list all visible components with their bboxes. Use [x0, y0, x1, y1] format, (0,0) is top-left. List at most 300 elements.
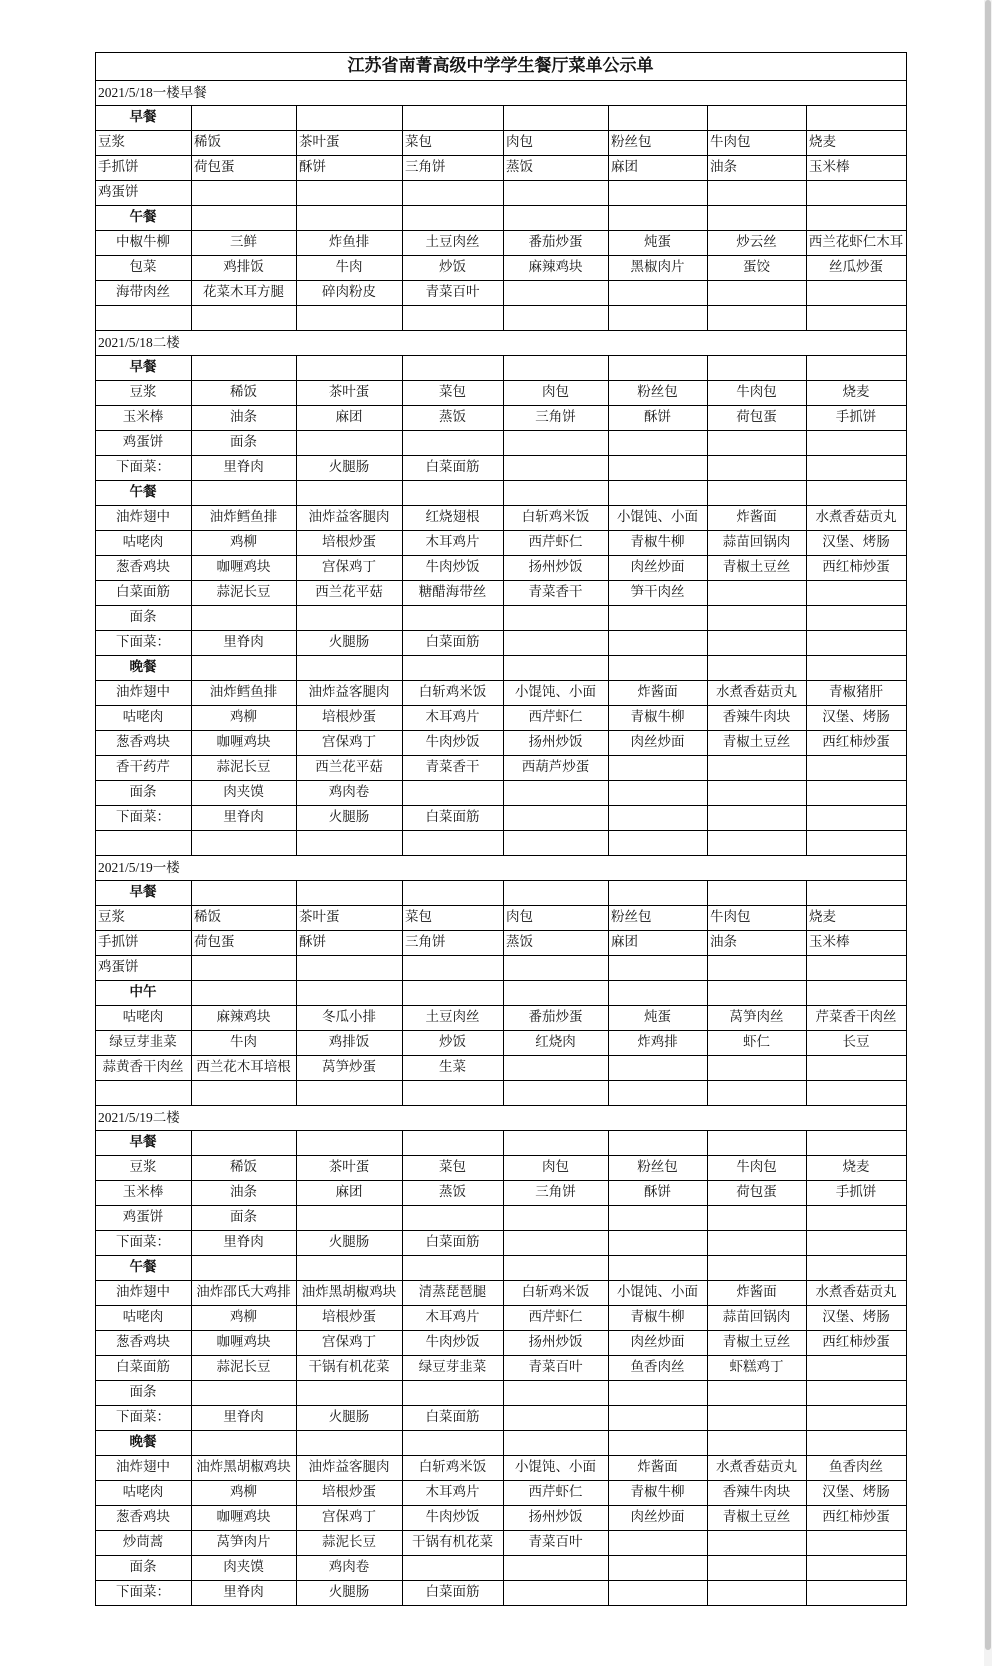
- menu-item: 培根炒蛋: [322, 534, 376, 550]
- menu-item: 白菜面筋: [425, 459, 480, 475]
- column-rule: [608, 830, 609, 856]
- row-rule: [95, 1580, 907, 1581]
- meal-label: 早餐: [129, 884, 157, 900]
- column-rule: [296, 255, 297, 281]
- column-rule: [503, 1230, 504, 1256]
- menu-item: 玉米棒: [122, 409, 164, 425]
- column-rule: [191, 680, 192, 706]
- section-header: 2021/5/18二楼: [98, 335, 180, 350]
- column-rule: [191, 1330, 192, 1356]
- column-rule: [707, 1405, 708, 1431]
- column-rule: [608, 655, 609, 681]
- menu-item: 三角饼: [405, 159, 446, 175]
- column-rule: [191, 130, 192, 156]
- column-rule: [191, 1505, 192, 1531]
- column-rule: [191, 830, 192, 856]
- column-rule: [503, 1205, 504, 1231]
- menu-item: 豆浆: [129, 384, 157, 400]
- menu-item: 炸鱼排: [328, 234, 370, 250]
- column-rule: [707, 1580, 708, 1606]
- menu-item: 炒茼蒿: [122, 1534, 164, 1550]
- menu-item: 扬州炒饭: [528, 734, 583, 750]
- row-rule: [95, 155, 907, 156]
- row-rule: [95, 955, 907, 956]
- column-rule: [191, 555, 192, 581]
- row-rule: [95, 680, 907, 681]
- column-rule: [806, 605, 807, 631]
- column-rule: [707, 655, 708, 681]
- menu-item: 菜包: [439, 384, 466, 400]
- column-rule: [707, 530, 708, 556]
- column-rule: [806, 1430, 807, 1456]
- menu-item: 番茄炒蛋: [528, 1009, 583, 1025]
- column-rule: [806, 1355, 807, 1381]
- column-rule: [191, 1430, 192, 1456]
- column-rule: [402, 130, 403, 156]
- column-rule: [402, 630, 403, 656]
- menu-item: 油炸翅中: [116, 1459, 170, 1475]
- menu-item: 白斩鸡米饭: [521, 509, 590, 525]
- column-rule: [608, 1555, 609, 1581]
- row-rule: [95, 1005, 907, 1006]
- column-rule: [707, 1330, 708, 1356]
- column-rule: [503, 1180, 504, 1206]
- menu-item: 青椒土豆丝: [722, 734, 791, 750]
- column-rule: [296, 530, 297, 556]
- menu-item: 烧麦: [809, 134, 836, 150]
- column-rule: [608, 755, 609, 781]
- column-rule: [503, 930, 504, 956]
- menu-item: 鸡排饭: [223, 259, 264, 275]
- column-rule: [503, 205, 504, 231]
- row-rule: [95, 980, 907, 981]
- column-rule: [503, 580, 504, 606]
- column-rule: [402, 430, 403, 456]
- column-rule: [191, 1130, 192, 1156]
- menu-item: 蒜泥长豆: [216, 584, 271, 600]
- column-rule: [191, 1555, 192, 1581]
- column-rule: [608, 1130, 609, 1156]
- column-rule: [402, 1455, 403, 1481]
- column-rule: [296, 405, 297, 431]
- menu-item: 炸鸡排: [637, 1034, 678, 1050]
- column-rule: [608, 880, 609, 906]
- column-rule: [503, 1405, 504, 1431]
- column-rule: [402, 1555, 403, 1581]
- scrollbar-thumb[interactable]: [985, 0, 991, 1650]
- column-rule: [402, 1405, 403, 1431]
- menu-item: 火腿肠: [328, 459, 370, 475]
- menu-item: 西葫芦炒蛋: [521, 759, 590, 775]
- column-rule: [608, 1055, 609, 1081]
- menu-item: 麻团: [611, 159, 638, 175]
- column-rule: [296, 1555, 297, 1581]
- column-rule: [707, 1055, 708, 1081]
- column-rule: [608, 1305, 609, 1331]
- column-rule: [191, 1155, 192, 1181]
- column-rule: [402, 1480, 403, 1506]
- menu-item: 宫保鸡丁: [322, 1334, 376, 1350]
- column-rule: [707, 755, 708, 781]
- column-rule: [806, 1305, 807, 1331]
- menu-item: 里脊肉: [223, 634, 264, 650]
- row-rule: [95, 455, 907, 456]
- column-rule: [503, 1280, 504, 1306]
- column-rule: [707, 155, 708, 181]
- row-label: 下面菜：: [116, 634, 170, 650]
- column-rule: [806, 155, 807, 181]
- column-rule: [191, 380, 192, 406]
- column-rule: [296, 305, 297, 331]
- column-rule: [707, 1380, 708, 1406]
- row-rule: [95, 1105, 907, 1106]
- menu-item: 里脊肉: [223, 459, 264, 475]
- column-rule: [806, 655, 807, 681]
- menu-item: 炸酱面: [637, 1459, 678, 1475]
- column-rule: [707, 505, 708, 531]
- column-rule: [707, 680, 708, 706]
- column-rule: [608, 1205, 609, 1231]
- column-rule: [191, 280, 192, 306]
- menu-item: 炸酱面: [736, 509, 777, 525]
- column-rule: [806, 505, 807, 531]
- menu-item: 豆浆: [98, 134, 125, 150]
- menu-item: 青椒土豆丝: [722, 1509, 791, 1525]
- column-rule: [707, 780, 708, 806]
- menu-item: 酥饼: [299, 934, 326, 950]
- column-rule: [296, 580, 297, 606]
- menu-item: 青椒土豆丝: [722, 1334, 791, 1350]
- menu-item: 粉丝包: [637, 384, 678, 400]
- column-rule: [806, 705, 807, 731]
- row-rule: [95, 1230, 907, 1231]
- column-rule: [503, 1505, 504, 1531]
- menu-item: 炒饭: [439, 259, 466, 275]
- column-rule: [402, 955, 403, 981]
- menu-item: 手抓饼: [98, 934, 139, 950]
- column-rule: [503, 555, 504, 581]
- menu-item: 鸡蛋饼: [122, 1209, 164, 1225]
- column-rule: [806, 580, 807, 606]
- menu-item: 牛肉炒饭: [425, 734, 480, 750]
- column-rule: [707, 555, 708, 581]
- menu-item: 西兰花虾仁木耳: [808, 234, 904, 250]
- row-rule: [95, 580, 907, 581]
- column-rule: [608, 1405, 609, 1431]
- menu-item: 咕咾肉: [122, 1009, 164, 1025]
- menu-item: 荷包蛋: [194, 934, 235, 950]
- menu-item: 面条: [230, 1209, 257, 1225]
- column-rule: [296, 880, 297, 906]
- column-rule: [296, 480, 297, 506]
- menu-item: 麻团: [335, 1184, 363, 1200]
- menu-item: 青椒猪肝: [829, 684, 883, 700]
- column-rule: [503, 905, 504, 931]
- column-rule: [707, 1455, 708, 1481]
- row-rule: [95, 755, 907, 756]
- column-rule: [707, 1005, 708, 1031]
- menu-item: 粉丝包: [637, 1159, 678, 1175]
- row-rule: [95, 1380, 907, 1381]
- menu-item: 青菜百叶: [528, 1359, 583, 1375]
- column-rule: [503, 305, 504, 331]
- column-rule: [296, 830, 297, 856]
- column-rule: [707, 730, 708, 756]
- row-rule: [95, 605, 907, 606]
- column-rule: [503, 1255, 504, 1281]
- column-rule: [402, 1205, 403, 1231]
- column-rule: [402, 680, 403, 706]
- column-rule: [806, 1005, 807, 1031]
- menu-item: 汉堡、烤肠: [822, 534, 890, 550]
- menu-item: 西红柿炒蛋: [822, 559, 890, 575]
- menu-item: 汉堡、烤肠: [822, 1309, 890, 1325]
- column-rule: [503, 755, 504, 781]
- menu-item: 牛肉包: [736, 384, 777, 400]
- column-rule: [707, 1255, 708, 1281]
- column-rule: [402, 255, 403, 281]
- menu-item: 宫保鸡丁: [322, 559, 376, 575]
- column-rule: [608, 1455, 609, 1481]
- column-rule: [707, 305, 708, 331]
- scrollbar[interactable]: [984, 0, 992, 1666]
- menu-item: 肉夹馍: [223, 784, 264, 800]
- column-rule: [503, 1080, 504, 1106]
- column-rule: [402, 455, 403, 481]
- menu-item: 咕咾肉: [122, 1484, 164, 1500]
- menu-item: 水煮香菇贡丸: [716, 1459, 797, 1475]
- menu-item: 西芹虾仁: [528, 1484, 583, 1500]
- column-rule: [806, 480, 807, 506]
- menu-item: 油炸鳕鱼排: [209, 509, 278, 525]
- menu-item: 油炸益客腿肉: [308, 684, 390, 700]
- menu-item: 油条: [710, 934, 737, 950]
- menu-item: 麻辣鸡块: [216, 1009, 271, 1025]
- column-rule: [191, 355, 192, 381]
- menu-item: 麻辣鸡块: [528, 259, 583, 275]
- column-rule: [608, 1380, 609, 1406]
- row-rule: [95, 1255, 907, 1256]
- column-rule: [707, 1030, 708, 1056]
- column-rule: [503, 1330, 504, 1356]
- menu-item: 荷包蛋: [736, 1184, 777, 1200]
- table-border: [906, 52, 907, 1606]
- menu-item: 肉包: [506, 134, 533, 150]
- menu-item: 菜包: [405, 909, 432, 925]
- row-label: 下面菜：: [116, 459, 170, 475]
- meal-label: 晚餐: [129, 659, 157, 675]
- column-rule: [191, 980, 192, 1006]
- column-rule: [608, 630, 609, 656]
- menu-item: 粉丝包: [611, 909, 652, 925]
- column-rule: [296, 930, 297, 956]
- menu-item: 牛肉: [335, 259, 363, 275]
- section-header: 2021/5/19二楼: [98, 1110, 180, 1125]
- menu-item: 里脊肉: [223, 1234, 264, 1250]
- column-rule: [402, 380, 403, 406]
- column-rule: [806, 130, 807, 156]
- column-rule: [608, 730, 609, 756]
- column-rule: [402, 355, 403, 381]
- menu-item: 木耳鸡片: [425, 1484, 480, 1500]
- row-rule: [95, 505, 907, 506]
- column-rule: [296, 955, 297, 981]
- menu-item: 水煮香菇贡丸: [815, 509, 897, 525]
- column-rule: [503, 1555, 504, 1581]
- menu-item: 鸡蛋饼: [122, 434, 164, 450]
- column-rule: [402, 1305, 403, 1331]
- menu-item: 肉包: [506, 909, 533, 925]
- menu-item: 花菜木耳方腿: [203, 284, 284, 300]
- column-rule: [191, 1355, 192, 1381]
- column-rule: [608, 230, 609, 256]
- column-rule: [806, 355, 807, 381]
- row-rule: [95, 105, 907, 106]
- column-rule: [503, 480, 504, 506]
- column-rule: [806, 380, 807, 406]
- column-rule: [608, 180, 609, 206]
- column-rule: [503, 730, 504, 756]
- column-rule: [191, 955, 192, 981]
- column-rule: [296, 155, 297, 181]
- column-rule: [402, 780, 403, 806]
- column-rule: [191, 805, 192, 831]
- column-rule: [503, 405, 504, 431]
- column-rule: [296, 555, 297, 581]
- row-label: 下面菜：: [116, 809, 170, 825]
- column-rule: [191, 480, 192, 506]
- column-rule: [608, 1005, 609, 1031]
- menu-item: 豆浆: [129, 1159, 157, 1175]
- column-rule: [191, 430, 192, 456]
- column-rule: [608, 1155, 609, 1181]
- menu-item: 烧麦: [809, 909, 836, 925]
- column-rule: [806, 280, 807, 306]
- row-rule: [95, 380, 907, 381]
- column-rule: [707, 1155, 708, 1181]
- menu-item: 西兰花木耳培根: [196, 1059, 291, 1075]
- column-rule: [402, 905, 403, 931]
- menu-item: 蒜苗回锅肉: [722, 534, 791, 550]
- menu-item: 培根炒蛋: [322, 1484, 376, 1500]
- column-rule: [806, 1580, 807, 1606]
- menu-item: 玉米棒: [122, 1184, 164, 1200]
- column-rule: [608, 555, 609, 581]
- menu-item: 手抓饼: [835, 1184, 877, 1200]
- menu-item: 莴笋肉丝: [729, 1009, 784, 1025]
- row-label: 下面菜：: [116, 1234, 170, 1250]
- menu-item: 白菜面筋: [425, 1584, 480, 1600]
- menu-item: 蒜泥长豆: [216, 759, 271, 775]
- row-rule: [95, 730, 907, 731]
- row-rule: [95, 1080, 907, 1081]
- column-rule: [608, 780, 609, 806]
- meal-label: 早餐: [129, 1134, 157, 1150]
- row-rule: [95, 255, 907, 256]
- column-rule: [402, 530, 403, 556]
- menu-item: 玉米棒: [809, 159, 850, 175]
- menu-item: 青菜百叶: [425, 284, 480, 300]
- column-rule: [191, 1205, 192, 1231]
- column-rule: [191, 605, 192, 631]
- column-rule: [806, 805, 807, 831]
- menu-item: 香辣牛肉块: [722, 709, 791, 725]
- column-rule: [707, 1555, 708, 1581]
- column-rule: [806, 255, 807, 281]
- menu-item: 土豆肉丝: [425, 234, 480, 250]
- column-rule: [806, 1155, 807, 1181]
- column-rule: [806, 730, 807, 756]
- menu-item: 麻团: [611, 934, 638, 950]
- column-rule: [608, 955, 609, 981]
- menu-item: 肉夹馍: [223, 1559, 264, 1575]
- menu-item: 牛肉包: [710, 909, 751, 925]
- column-rule: [806, 230, 807, 256]
- meal-label: 午餐: [129, 484, 157, 500]
- row-rule: [95, 1330, 907, 1331]
- menu-item: 西红柿炒蛋: [822, 1334, 890, 1350]
- meal-label: 晚餐: [129, 1434, 157, 1450]
- row-rule: [95, 305, 907, 306]
- row-rule: [95, 830, 907, 831]
- column-rule: [402, 480, 403, 506]
- column-rule: [296, 805, 297, 831]
- column-rule: [191, 705, 192, 731]
- column-rule: [191, 1055, 192, 1081]
- column-rule: [402, 880, 403, 906]
- menu-item: 生菜: [439, 1059, 466, 1075]
- column-rule: [503, 280, 504, 306]
- column-rule: [296, 1505, 297, 1531]
- column-rule: [608, 355, 609, 381]
- menu-item: 油条: [710, 159, 737, 175]
- column-rule: [191, 1580, 192, 1606]
- menu-item: 油条: [230, 409, 257, 425]
- menu-item: 三角饼: [535, 1184, 576, 1200]
- menu-item: 三角饼: [405, 934, 446, 950]
- menu-item: 咖喱鸡块: [216, 734, 271, 750]
- menu-item: 咖喱鸡块: [216, 559, 271, 575]
- column-rule: [806, 1080, 807, 1106]
- column-rule: [806, 955, 807, 981]
- column-rule: [806, 1455, 807, 1481]
- column-rule: [503, 780, 504, 806]
- menu-item: 西芹虾仁: [528, 709, 583, 725]
- row-rule: [95, 1155, 907, 1156]
- row-rule: [95, 230, 907, 231]
- menu-item: 蒜黄香干肉丝: [102, 1059, 184, 1075]
- row-rule: [95, 930, 907, 931]
- column-rule: [608, 155, 609, 181]
- menu-item: 红烧肉: [535, 1034, 576, 1050]
- menu-item: 荷包蛋: [194, 159, 235, 175]
- row-rule: [95, 905, 907, 906]
- column-rule: [296, 230, 297, 256]
- menu-item: 鸡柳: [230, 709, 257, 725]
- table-border: [95, 52, 96, 1606]
- menu-item: 绿豆芽韭菜: [418, 1359, 487, 1375]
- menu-item: 扬州炒饭: [528, 1334, 583, 1350]
- column-rule: [191, 1005, 192, 1031]
- column-rule: [296, 1180, 297, 1206]
- menu-item: 绿豆芽韭菜: [109, 1034, 177, 1050]
- column-rule: [191, 405, 192, 431]
- column-rule: [707, 180, 708, 206]
- column-rule: [191, 205, 192, 231]
- menu-item: 油炸益客腿肉: [308, 1459, 390, 1475]
- column-rule: [402, 1505, 403, 1531]
- row-rule: [95, 480, 907, 481]
